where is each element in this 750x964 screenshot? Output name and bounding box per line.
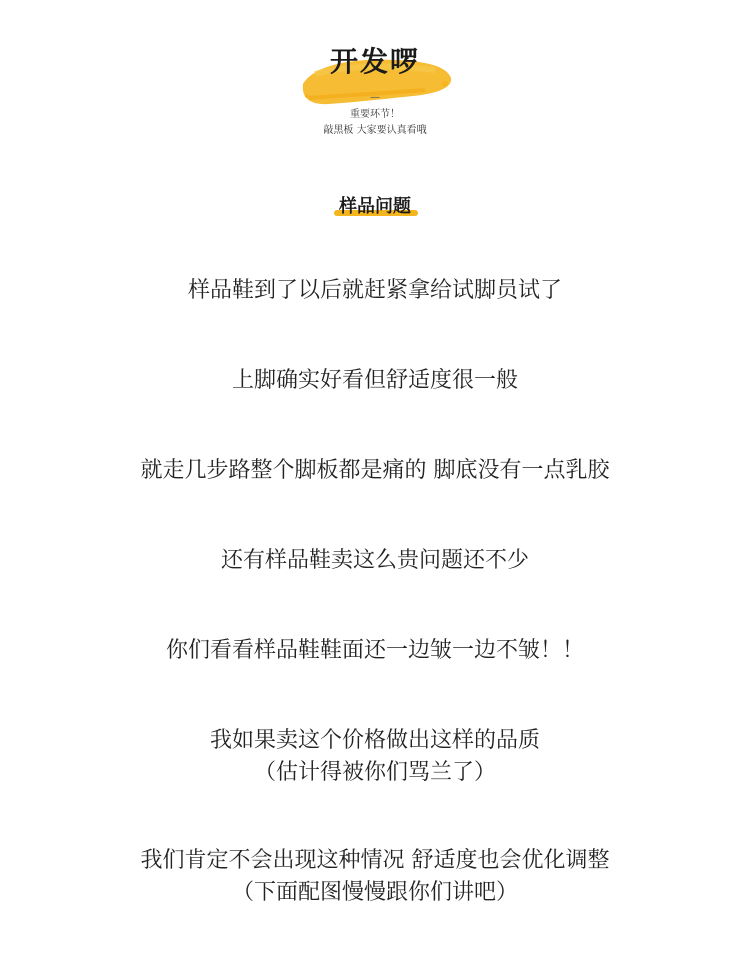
- body-line-1: 样品鞋到了以后就赶紧拿给试脚员试了: [187, 278, 562, 303]
- title-dash-divider: —: [370, 92, 380, 103]
- header-block: [0, 30, 750, 140]
- page-title: 开发啰: [329, 45, 420, 78]
- body-line-7: （估计得被你们骂兰了）: [253, 760, 496, 785]
- body-line-4: 还有样品鞋卖这么贵问题还不少: [220, 548, 529, 573]
- body-line-8: 我们肯定不会出现这种情况 舒适度也会优化调整: [140, 848, 610, 873]
- subtitle-attention: 敲黑板 大家要认真看哦: [323, 125, 427, 136]
- subtitle-important: 重要环节！: [350, 109, 400, 120]
- body-line-9: （下面配图慢慢跟你们讲吧）: [231, 880, 518, 905]
- body-line-2: 上脚确实好看但舒适度很一般: [231, 368, 518, 393]
- body-line-3: 就走几步路整个脚板都是痛的 脚底没有一点乳胶: [140, 458, 610, 483]
- section-title: 样品问题: [339, 196, 411, 217]
- body-line-6: 我如果卖这个价格做出这样的品质: [209, 728, 540, 753]
- body-line-5: 你们看看样品鞋鞋面还一边皱一边不皱！！: [165, 638, 584, 663]
- section-heading: [0, 192, 750, 222]
